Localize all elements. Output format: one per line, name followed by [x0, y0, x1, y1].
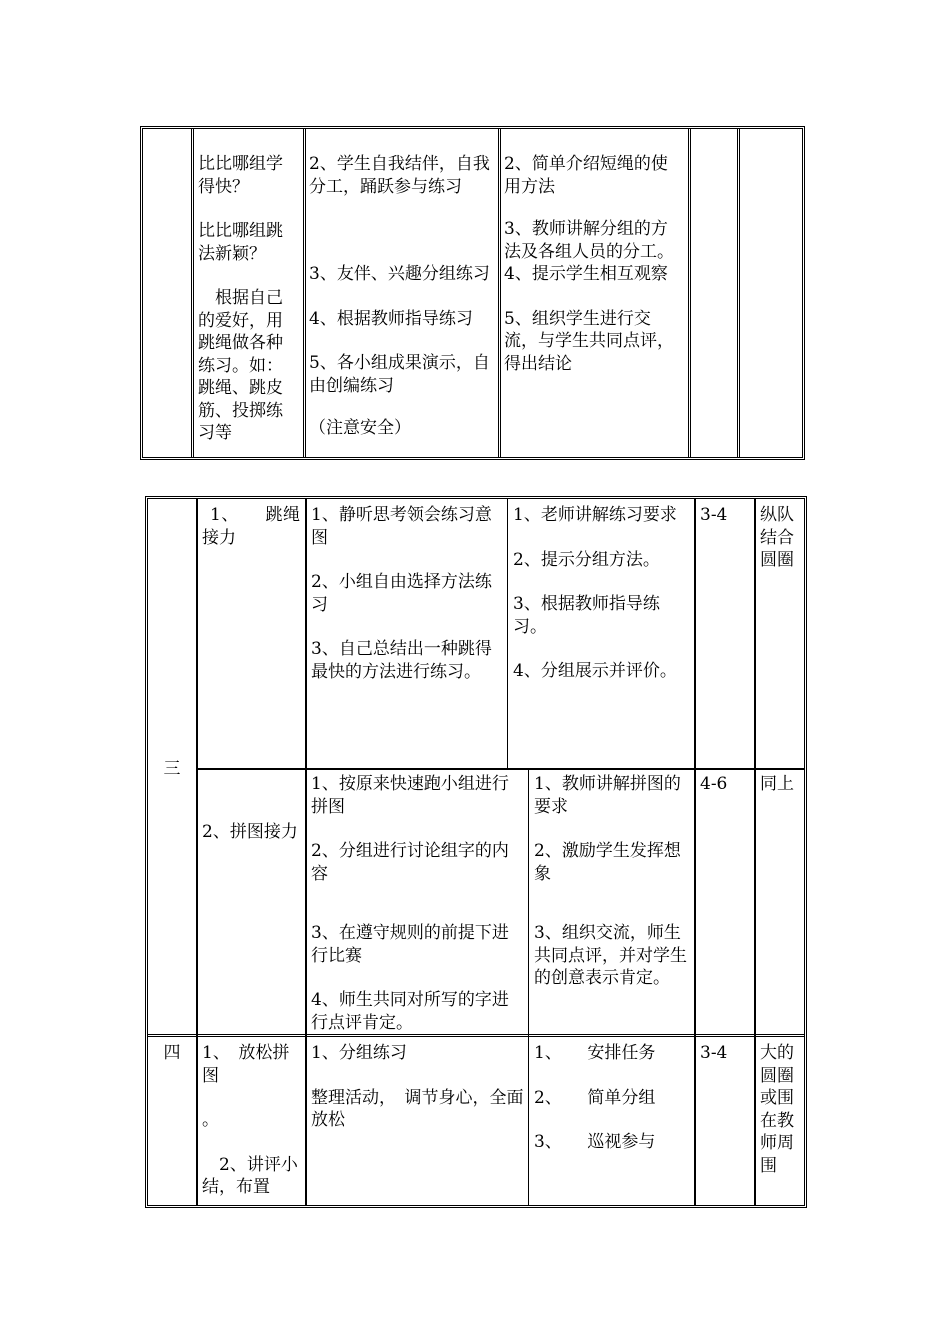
teacher-line: 3、教师讲解分组的方法及各组人员的分工。4、提示学生相互观察	[504, 219, 674, 284]
table-continued	[140, 126, 805, 460]
time-value: 3-4	[700, 505, 728, 525]
student-line: 3、自己总结出一种跳得最快的方法进行练习。	[311, 639, 492, 682]
lesson-plan-table	[145, 496, 807, 1208]
time-cell	[697, 771, 753, 798]
content-line: 比比哪组跳法新颖？	[198, 221, 283, 264]
formation-cell	[757, 1040, 807, 1179]
teacher-activity-cell	[501, 151, 687, 377]
student-line: 整理活动， 调节身心，全面放松	[311, 1087, 524, 1130]
time-cell	[697, 502, 753, 529]
formation-text: 纵队结合圆圈	[760, 505, 794, 570]
teacher-line: 4、分组展示并评价。	[513, 661, 677, 681]
teacher-activity-cell	[531, 1040, 694, 1156]
content-text: 2、拼图接力	[202, 822, 298, 842]
teacher-line: 5、组织学生进行交流，与学生共同点评，得出结论	[504, 308, 674, 374]
student-line: 2、分组进行讨论组字的内容	[311, 841, 509, 884]
section-number-4	[148, 1040, 196, 1067]
student-activity-cell	[308, 1040, 528, 1134]
teacher-line: 3、组织交流，师生共同点评，并对学生的创意表示肯定。	[534, 923, 687, 988]
student-line: 1、分组练习	[311, 1043, 407, 1063]
content-line: 比比哪组学得快？	[198, 154, 283, 197]
teacher-line: 2、激励学生发挥想象	[534, 841, 681, 884]
content-cell	[195, 151, 301, 447]
teacher-line: 2、简单介绍短绳的使用方法	[504, 154, 668, 197]
teacher-line: 1、 安排任务	[534, 1043, 656, 1063]
content-cell-relax	[199, 1040, 303, 1201]
student-line: 4、师生共同对所写的字进行点评肯定。	[311, 990, 509, 1033]
teacher-line: 3、根据教师指导练习。	[513, 594, 660, 637]
formation-text: 同上	[760, 774, 794, 794]
student-line: 1、静听思考领会练习意图	[311, 505, 492, 548]
content-line: 1、 放松拼图	[202, 1043, 290, 1086]
student-line: 1、按原来快速跑小组进行拼图	[311, 774, 509, 817]
content-cell-rope-relay	[199, 502, 303, 551]
content-line: 。	[202, 1110, 219, 1130]
teacher-line: 3、 巡视参与	[534, 1132, 656, 1152]
student-line: 5、各小组成果演示，自由创编练习	[309, 353, 490, 396]
student-line: 4、根据教师指导练习	[309, 308, 473, 329]
content-line: 2、讲评小结，布置	[202, 1154, 298, 1197]
content-cell-puzzle-relay	[199, 819, 303, 846]
time-cell	[697, 1040, 753, 1067]
formation-cell	[757, 771, 807, 798]
content-text: 1、 跳绳接力	[202, 505, 300, 548]
student-activity-cell	[308, 771, 528, 1036]
teacher-line: 1、教师讲解拼图的要求	[534, 774, 681, 817]
student-line: （注意安全）	[309, 418, 411, 438]
teacher-line: 1、老师讲解练习要求	[513, 505, 677, 525]
student-activity-cell	[306, 151, 498, 442]
student-line: 2、小组自由选择方法练习	[311, 572, 492, 615]
time-value: 3-4	[700, 1043, 728, 1063]
student-line: 3、在遵守规则的前提下进行比赛	[311, 923, 509, 966]
content-line: 根据自己的爱好，用跳绳做各种练习。如：跳绳、跳皮筋、投掷练习等	[198, 288, 283, 443]
section-number-3	[148, 756, 196, 783]
student-line: 3、友伴、兴趣分组练习	[309, 264, 490, 284]
section-label: 三	[163, 759, 181, 779]
time-value: 4-6	[700, 774, 728, 794]
teacher-line: 2、 简单分组	[534, 1087, 656, 1108]
formation-text: 大的圆圈或围在教师周围	[760, 1043, 794, 1176]
student-activity-cell	[308, 502, 506, 685]
formation-cell	[757, 502, 807, 574]
teacher-line: 2、提示分组方法。	[513, 549, 660, 570]
section-label: 四	[163, 1043, 181, 1063]
teacher-activity-cell	[510, 502, 694, 685]
student-line: 2、学生自我结伴，自我分工，踊跃参与练习	[309, 154, 490, 197]
teacher-activity-cell	[531, 771, 694, 992]
